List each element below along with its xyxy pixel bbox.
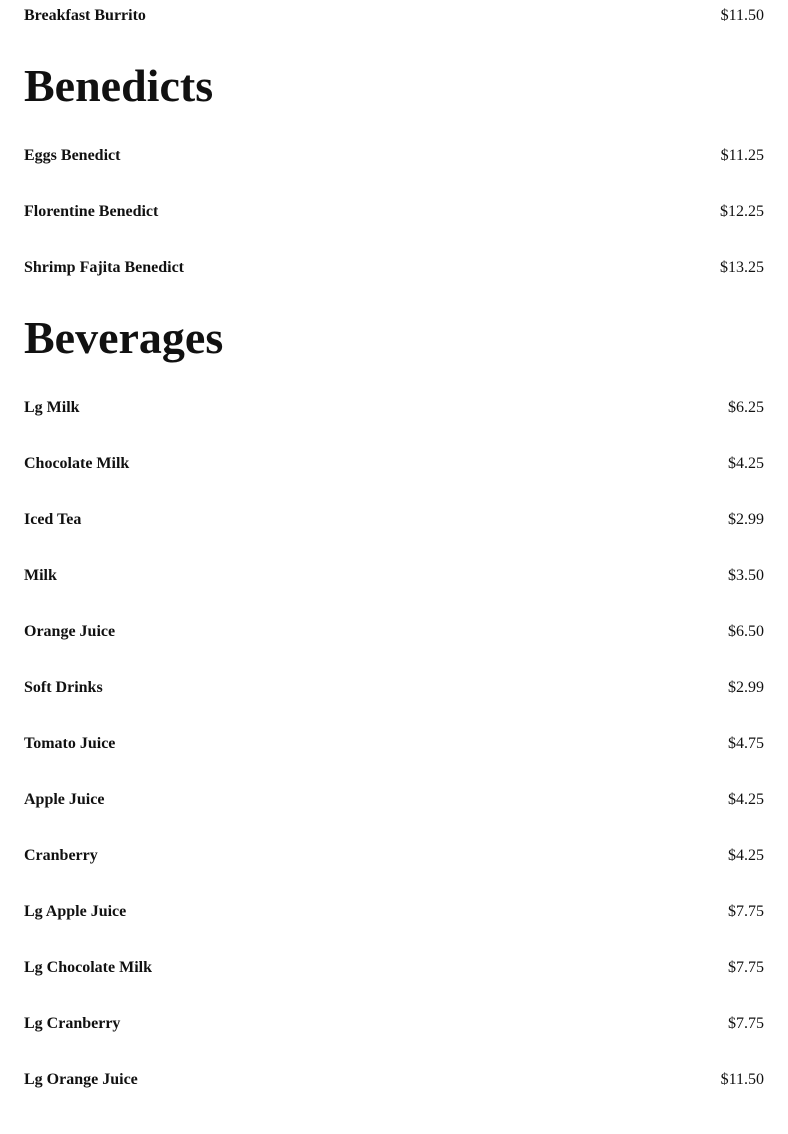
menu-item-name: Cranberry — [24, 847, 98, 864]
menu-item — [24, 716, 764, 772]
menu-item-price: $6.25 — [728, 399, 764, 416]
menu-item-name: Lg Cranberry — [24, 1015, 121, 1032]
section-benedicts — [24, 44, 764, 296]
menu-item-price: $13.25 — [720, 259, 764, 276]
menu-item-name: Shrimp Fajita Benedict — [24, 259, 184, 276]
menu-item — [24, 884, 764, 940]
menu-item — [24, 828, 764, 884]
menu-item-name: Lg Chocolate Milk — [24, 959, 152, 976]
menu-item — [24, 548, 764, 604]
menu-item — [24, 0, 764, 44]
menu-list — [24, 0, 764, 1108]
menu-item-price: $11.50 — [720, 1071, 764, 1088]
menu-item-name: Tomato Juice — [24, 735, 116, 752]
menu-item-name: Eggs Benedict — [24, 147, 121, 164]
menu-item-name: Breakfast Burrito — [24, 7, 146, 24]
menu-item-price: $11.25 — [720, 147, 764, 164]
menu-item — [24, 240, 764, 296]
menu-item-name: Florentine Benedict — [24, 203, 159, 220]
menu-item — [24, 436, 764, 492]
section-heading: Beverages — [24, 312, 224, 363]
menu-item — [24, 1052, 764, 1108]
menu-item — [24, 940, 764, 996]
menu-item-name: Apple Juice — [24, 791, 105, 808]
menu-item-price: $6.50 — [728, 623, 764, 640]
menu-item-price: $4.25 — [728, 791, 764, 808]
menu-item — [24, 128, 764, 184]
menu-item — [24, 772, 764, 828]
menu-item-name: Orange Juice — [24, 623, 116, 640]
section-beverages — [24, 296, 764, 1108]
menu-item-name: Iced Tea — [24, 511, 82, 528]
menu-item-price: $4.25 — [728, 455, 764, 472]
menu-item-price: $3.50 — [728, 567, 764, 584]
menu-item — [24, 184, 764, 240]
menu-item-price: $11.50 — [720, 7, 764, 24]
menu-item — [24, 996, 764, 1052]
menu-item-price: $12.25 — [720, 203, 764, 220]
menu-item-name: Lg Orange Juice — [24, 1071, 138, 1088]
menu-item — [24, 492, 764, 548]
section-heading: Benedicts — [24, 60, 214, 111]
menu-item-price: $2.99 — [728, 511, 764, 528]
menu-item-name: Lg Milk — [24, 399, 80, 416]
menu-item-price: $4.75 — [728, 735, 764, 752]
menu-item — [24, 660, 764, 716]
menu-item-price: $7.75 — [728, 1015, 764, 1032]
menu-item-price: $4.25 — [728, 847, 764, 864]
menu-item-name: Lg Apple Juice — [24, 903, 127, 920]
menu-item-name: Chocolate Milk — [24, 455, 130, 472]
menu-item-price: $2.99 — [728, 679, 764, 696]
menu-item-name: Milk — [24, 567, 57, 584]
menu-item — [24, 604, 764, 660]
menu-item-price: $7.75 — [728, 959, 764, 976]
menu-item — [24, 380, 764, 436]
menu-item-name: Soft Drinks — [24, 679, 103, 696]
menu-item-price: $7.75 — [728, 903, 764, 920]
